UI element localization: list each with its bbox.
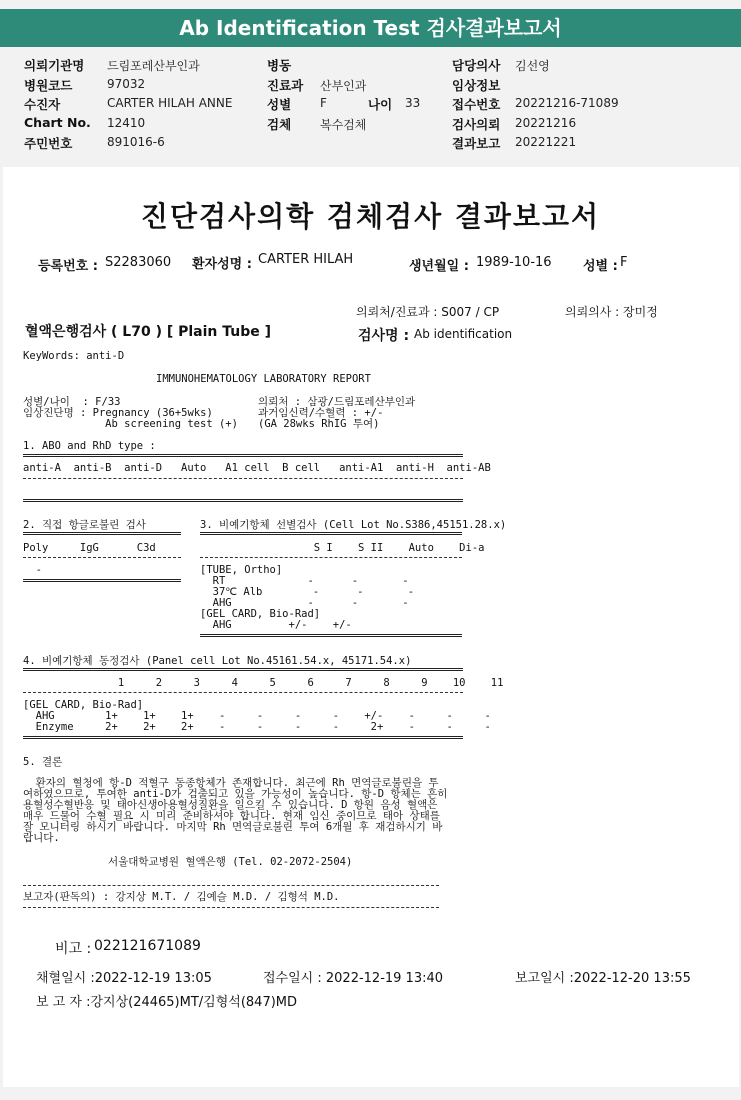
divider bbox=[23, 532, 181, 535]
divider bbox=[23, 885, 439, 886]
reg-no-label: 등록번호 : bbox=[38, 259, 98, 274]
collected-time: 채혈일시 :2022-12-19 13:05 bbox=[36, 971, 212, 986]
conclusion-line: 환자의 혈청에 항-D 적혈구 동종항체가 존재합니다. 최근에 Rh 면역글로불린을 투 bbox=[23, 777, 439, 789]
ward-label: 병동 bbox=[267, 58, 292, 73]
sec2-title: 2. 직접 항글로불린 검사 bbox=[23, 519, 146, 531]
specimen-label: 검체 bbox=[267, 117, 292, 132]
resident-no-value: 891016-6 bbox=[107, 135, 165, 149]
report-sex-value: F bbox=[620, 255, 628, 270]
report-sex-label: 성별 : bbox=[583, 259, 618, 274]
result-report-label: 결과보고 bbox=[452, 136, 501, 151]
sec4-row: [GEL CARD, Bio-Rad] bbox=[23, 699, 144, 711]
dob-label: 생년월일 : bbox=[409, 259, 469, 274]
sec2-value: - bbox=[23, 564, 42, 576]
department-value: 산부인과 bbox=[320, 79, 367, 93]
referral-line-3: (GA 28wks RhIG 투여) bbox=[258, 418, 380, 430]
recipient-label: 수진자 bbox=[24, 97, 61, 112]
recipient-value: CARTER HILAH ANNE bbox=[107, 96, 233, 110]
specimen-value: 복수검체 bbox=[320, 118, 367, 132]
test-group: 혈액은행검사 ( L70 ) [ Plain Tube ] bbox=[25, 324, 272, 340]
reporter-footer: 보 고 자 :강지상(24465)MT/김형석(847)MD bbox=[36, 995, 298, 1010]
doctor-label: 담당의사 bbox=[452, 58, 501, 73]
conclusion-line: 매우 드물어 수혈 필요 시 미리 준비하셔야 합니다. 현재 임신 중이므로 태아 상태를 bbox=[23, 810, 440, 822]
sec1-title: 1. ABO and RhD type : bbox=[23, 440, 156, 452]
lab-report-title: IMMUNOHEMATOLOGY LABORATORY REPORT bbox=[156, 373, 371, 385]
patient-name-value: CARTER HILAH bbox=[258, 252, 354, 267]
hospital-code-value: 97032 bbox=[107, 77, 146, 91]
sec3-row: AHG +/- +/- bbox=[200, 619, 352, 631]
receipt-no-label: 접수번호 bbox=[452, 97, 501, 112]
sec2-header: Poly IgG C3d bbox=[23, 542, 156, 554]
sec5-title: 5. 결론 bbox=[23, 756, 63, 768]
divider bbox=[23, 478, 463, 479]
divider bbox=[23, 454, 463, 457]
sex-value: F bbox=[320, 96, 327, 110]
clinical-label: 임상정보 bbox=[452, 78, 501, 93]
reporter: 보고자(판독의) : 강지상 M.T. / 김예슬 M.D. / 김형석 M.D. bbox=[23, 891, 340, 903]
department-label: 진료과 bbox=[267, 78, 304, 93]
remark-label: 비고 : bbox=[55, 941, 92, 957]
test-name-value: Ab identification bbox=[414, 327, 513, 341]
sec4-header: 1 2 3 4 5 6 7 8 9 10 11 bbox=[23, 677, 504, 689]
reg-no-value: S2283060 bbox=[105, 255, 172, 270]
divider bbox=[200, 634, 462, 637]
conclusion-line: 랍니다. bbox=[23, 832, 60, 844]
referral-line-2: 과거임신력/수혈력 : +/- bbox=[258, 407, 384, 419]
sec3-header: S I S II Auto Di-a bbox=[200, 542, 485, 554]
chart-no-label: Chart No. bbox=[24, 115, 91, 130]
age-label: 나이 bbox=[368, 97, 393, 112]
ref-doctor: 의뢰의사 : 장미정 bbox=[565, 305, 658, 319]
divider bbox=[23, 692, 463, 693]
sec4-title: 4. 비예기항체 동정검사 (Panel cell Lot No.45161.54.x, 45171.54.x) bbox=[23, 655, 412, 667]
diagnosis-line-1: 임상진단명 : Pregnancy (36+5wks) bbox=[23, 407, 213, 419]
result-report-value: 20221221 bbox=[515, 135, 577, 149]
test-request-label: 검사의뢰 bbox=[452, 117, 501, 132]
sec3-row: [GEL CARD, Bio-Rad] bbox=[200, 608, 321, 620]
divider bbox=[23, 579, 181, 582]
page-title: Ab Identification Test 검사결과보고서 bbox=[179, 16, 562, 40]
conclusion-line: 여하였으므로, 투여한 anti-D가 검출되고 있을 가능성이 높습니다. 항-D 항체는 흔히 bbox=[23, 788, 448, 800]
sec3-title: 3. 비예기항체 선별검사 (Cell Lot No.S386,45151.28.x) bbox=[200, 519, 507, 531]
sex-label: 성별 bbox=[267, 97, 292, 112]
divider bbox=[200, 557, 462, 558]
sec1-header: anti-A anti-B anti-D Auto A1 cell B cell anti-A1 anti-H anti-AB bbox=[23, 462, 491, 474]
receipt-no-value: 20221216-71089 bbox=[515, 96, 619, 110]
requesting-org-value: 드림포레산부인과 bbox=[107, 59, 200, 73]
hospital-code-label: 병원코드 bbox=[24, 78, 73, 93]
requesting-org-label: 의뢰기관명 bbox=[24, 58, 85, 73]
dob-value: 1989-10-16 bbox=[476, 255, 552, 270]
report-main-title: 진단검사의학 검체검사 결과보고서 bbox=[140, 200, 601, 233]
sec4-row: Enzyme 2+ 2+ 2+ - - - - 2+ - - - bbox=[23, 721, 491, 733]
divider bbox=[200, 532, 462, 535]
sec4-row: AHG 1+ 1+ 1+ - - - - +/- - - - bbox=[23, 710, 491, 722]
test-name-label: 검사명 : bbox=[358, 328, 410, 344]
doctor-value: 김선영 bbox=[515, 59, 550, 73]
sec3-row: AHG - - - bbox=[200, 597, 409, 609]
chart-no-value: 12410 bbox=[107, 116, 146, 130]
blood-bank: 서울대학교병원 혈액은행 (Tel. 02-2072-2504) bbox=[108, 856, 353, 868]
keywords: KeyWords: anti-D bbox=[23, 350, 125, 362]
diagnosis-line-2: Ab screening test (+) bbox=[23, 418, 238, 430]
divider bbox=[23, 668, 463, 671]
remark-value: 022121671089 bbox=[94, 938, 201, 954]
divider bbox=[23, 907, 439, 908]
sec3-row: RT - - - bbox=[200, 575, 409, 587]
sex-age-line: 성별/나이 : F/33 bbox=[23, 396, 121, 408]
divider bbox=[23, 557, 181, 558]
referral-line-1: 의뢰처 : 삼광/드림포레산부인과 bbox=[258, 396, 416, 408]
sec3-row: 37℃ Alb - - - bbox=[200, 586, 415, 598]
received-time: 접수일시 : 2022-12-19 13:40 bbox=[263, 971, 444, 986]
conclusion-line: 용혈성수혈반응 및 태아신생아용혈성질환을 일으킬 수 있습니다. D 항원 음성 혈액은 bbox=[23, 799, 438, 811]
divider bbox=[23, 499, 463, 502]
age-value: 33 bbox=[405, 96, 421, 110]
patient-name-label: 환자성명 : bbox=[192, 257, 252, 272]
ref-dept: 의뢰처/진료과 : S007 / CP bbox=[356, 305, 500, 319]
divider bbox=[23, 736, 463, 739]
reported-time: 보고일시 :2022-12-20 13:55 bbox=[515, 971, 691, 986]
test-request-value: 20221216 bbox=[515, 116, 577, 130]
resident-no-label: 주민번호 bbox=[24, 136, 73, 151]
conclusion-line: 잘 모니터링 하시기 바랍니다. 마지막 Rh 면역글로불린 투여 6개월 후 재검하시기 바 bbox=[23, 821, 443, 833]
sec3-row: [TUBE, Ortho] bbox=[200, 564, 283, 576]
